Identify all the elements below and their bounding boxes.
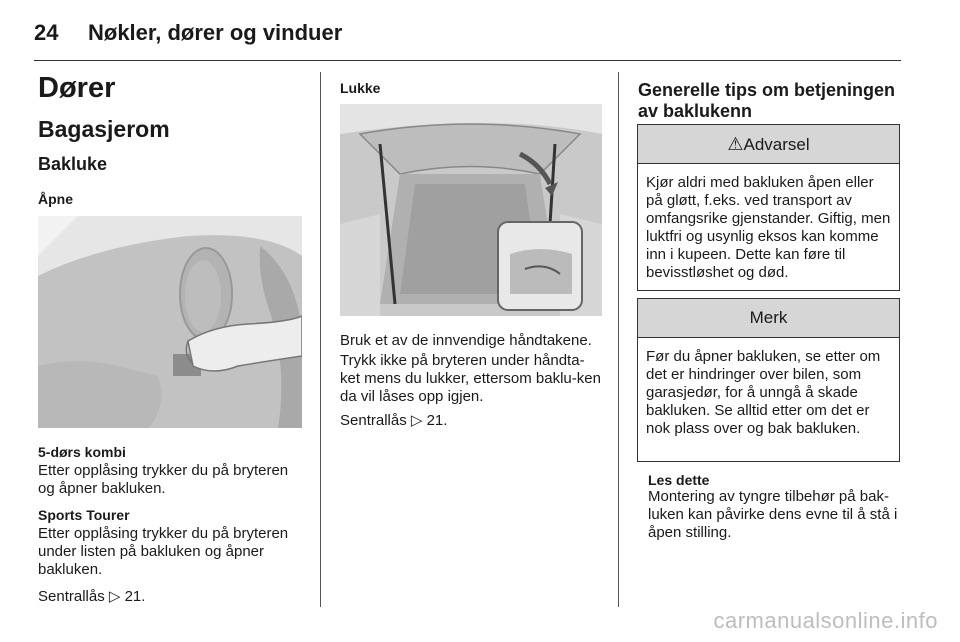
column-divider-1 xyxy=(320,72,321,607)
warning-box xyxy=(637,124,900,291)
heading-dorer: Dører xyxy=(38,72,116,104)
crossref-sentrallas-1[interactable] xyxy=(38,588,145,606)
paragraph-sports-tourer: Etter opplåsing trykker du på bryteren under listen på bakluken og åpner bakluken. xyxy=(38,525,289,578)
note-box xyxy=(637,298,900,462)
watermark: carmanualsonline.info xyxy=(713,608,938,633)
tailgate-close-illustration xyxy=(340,104,602,316)
paragraph-bryter-advarsel: Trykk ikke på bryteren under håndta-ket mens du lukker, ettersom baklu-ken da vil låses opp igjen. xyxy=(340,352,601,405)
heading-bagasjerom: Bagasjerom xyxy=(38,116,170,142)
warning-triangle-icon: ⚠ xyxy=(727,134,744,154)
paragraph-tilbehor: Montering av tyngre tilbehør på bak-luken kan påvirke dens evne til å stå i åpen stilling. xyxy=(648,488,898,541)
crossref-label: Sentrallås xyxy=(340,412,407,429)
crossref-arrow-icon: ▷ xyxy=(410,412,423,429)
heading-bakluke: Bakluke xyxy=(38,154,108,174)
tailgate-open-illustration xyxy=(38,216,302,428)
chapter-title: Nøkler, dører og vinduer xyxy=(88,20,343,45)
subheading-5-dors-kombi: 5-dørs kombi xyxy=(38,444,126,460)
note-header: Merk xyxy=(638,299,899,338)
crossref-sentrallas-2[interactable] xyxy=(340,412,447,430)
paragraph-handtak: Bruk et av de innvendige håndtakene. xyxy=(340,332,592,349)
note-text: Før du åpner bakluken, se etter om det er hindringer over bilen, som garasjedør, for å unngå å skade bakluken. Se alltid etter om det er nok plass over og bak bakluken. xyxy=(646,348,881,437)
heading-lukke: Lukke xyxy=(340,80,381,96)
crossref-page: 21. xyxy=(426,412,448,429)
warning-title: Advarsel xyxy=(743,135,810,154)
subheading-les-dette: Les dette xyxy=(648,472,710,488)
heading-apne: Åpne xyxy=(38,191,73,207)
page-number: 24 xyxy=(34,20,59,45)
warning-header xyxy=(638,125,899,164)
heading-generelle-tips: Generelle tips om betjeningen av baklukenn xyxy=(638,80,896,121)
crossref-page: 21. xyxy=(124,588,146,605)
crossref-label: Sentrallås xyxy=(38,588,105,605)
paragraph-kombi: Etter opplåsing trykker du på bryteren og åpner bakluken. xyxy=(38,462,289,497)
column-divider-2 xyxy=(618,72,619,607)
warning-text: Kjør aldri med bakluken åpen eller på gløtt, f.eks. ved transport av omfangsrike gjenstander. Giftig, men luktfri og usynlig eksos kan komme inn i kupeen. Dette kan føre til bevisstløshet og død. xyxy=(646,174,891,281)
header-rule xyxy=(34,60,901,61)
subheading-sports-tourer: Sports Tourer xyxy=(38,507,130,523)
crossref-arrow-icon: ▷ xyxy=(108,588,121,605)
